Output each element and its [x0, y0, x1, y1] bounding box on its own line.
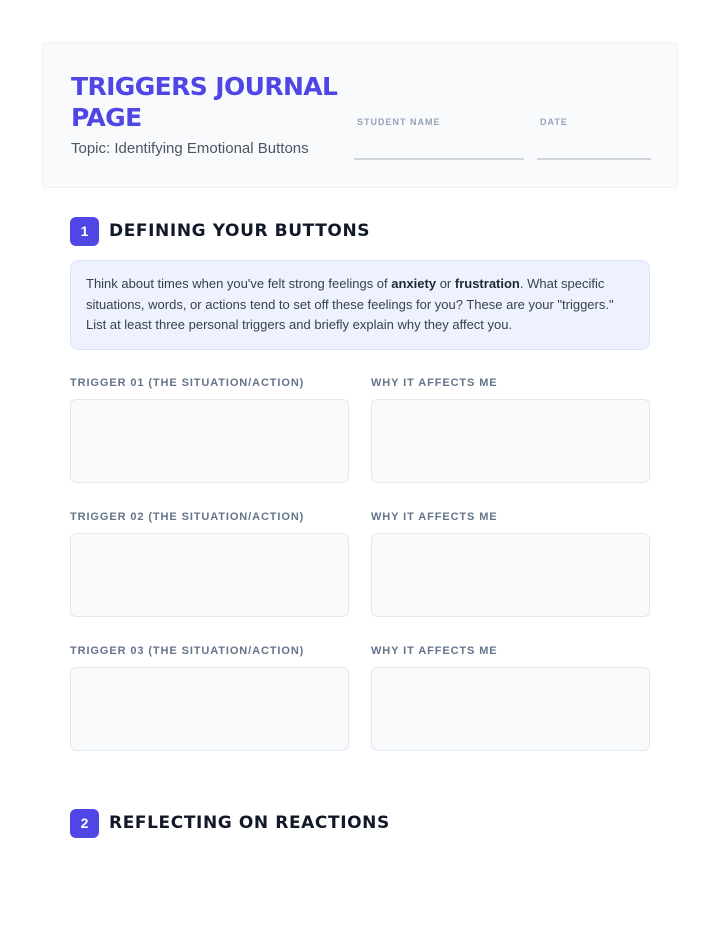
- student-name-line[interactable]: [354, 158, 524, 160]
- instructions-bold-anxiety: anxiety: [391, 276, 437, 291]
- student-name-field[interactable]: [354, 117, 524, 127]
- section-2-title: REFLECTING ON REACTIONS: [109, 813, 390, 833]
- section-2-heading: [70, 808, 390, 838]
- why-03-input[interactable]: [371, 667, 650, 751]
- topic-text: Topic: Identifying Emotional Buttons: [71, 140, 309, 157]
- trigger-02-label: TRIGGER 02 (THE SITUATION/ACTION): [70, 511, 305, 523]
- instructions-text-1: Think about times when you've felt strong feelings of: [86, 276, 392, 291]
- trigger-01-input[interactable]: [70, 399, 349, 483]
- date-line[interactable]: [537, 158, 651, 160]
- why-01-input[interactable]: [371, 399, 650, 483]
- why-02-label: WHY IT AFFECTS ME: [371, 511, 498, 523]
- section-1-badge: 1: [70, 217, 99, 246]
- worksheet-header: [42, 42, 678, 188]
- trigger-02-input[interactable]: [70, 533, 349, 617]
- trigger-03-input[interactable]: [70, 667, 349, 751]
- trigger-01-label: TRIGGER 01 (THE SITUATION/ACTION): [70, 377, 305, 389]
- date-label: DATE: [540, 117, 568, 127]
- instructions-bold-frustration: frustration: [454, 276, 520, 291]
- student-name-label: STUDENT NAME: [357, 117, 441, 127]
- section-1-title: DEFINING YOUR BUTTONS: [109, 221, 371, 241]
- section-1-heading: [70, 216, 370, 246]
- why-01-label: WHY IT AFFECTS ME: [371, 377, 498, 389]
- instructions-text-3: . What specific situations, words, or actions tend to set off these feelings for you? These are your "triggers." List at least three personal triggers and briefly explain why they affect you.: [86, 276, 614, 332]
- section-2-badge: 2: [70, 809, 99, 838]
- trigger-03-label: TRIGGER 03 (THE SITUATION/ACTION): [70, 645, 305, 657]
- instructions-callout: [70, 260, 650, 350]
- why-02-input[interactable]: [371, 533, 650, 617]
- instructions-text-2: or: [436, 276, 455, 291]
- why-03-label: WHY IT AFFECTS ME: [371, 645, 498, 657]
- date-field[interactable]: [537, 117, 651, 127]
- page-title: TRIGGERS JOURNAL PAGE: [71, 72, 338, 132]
